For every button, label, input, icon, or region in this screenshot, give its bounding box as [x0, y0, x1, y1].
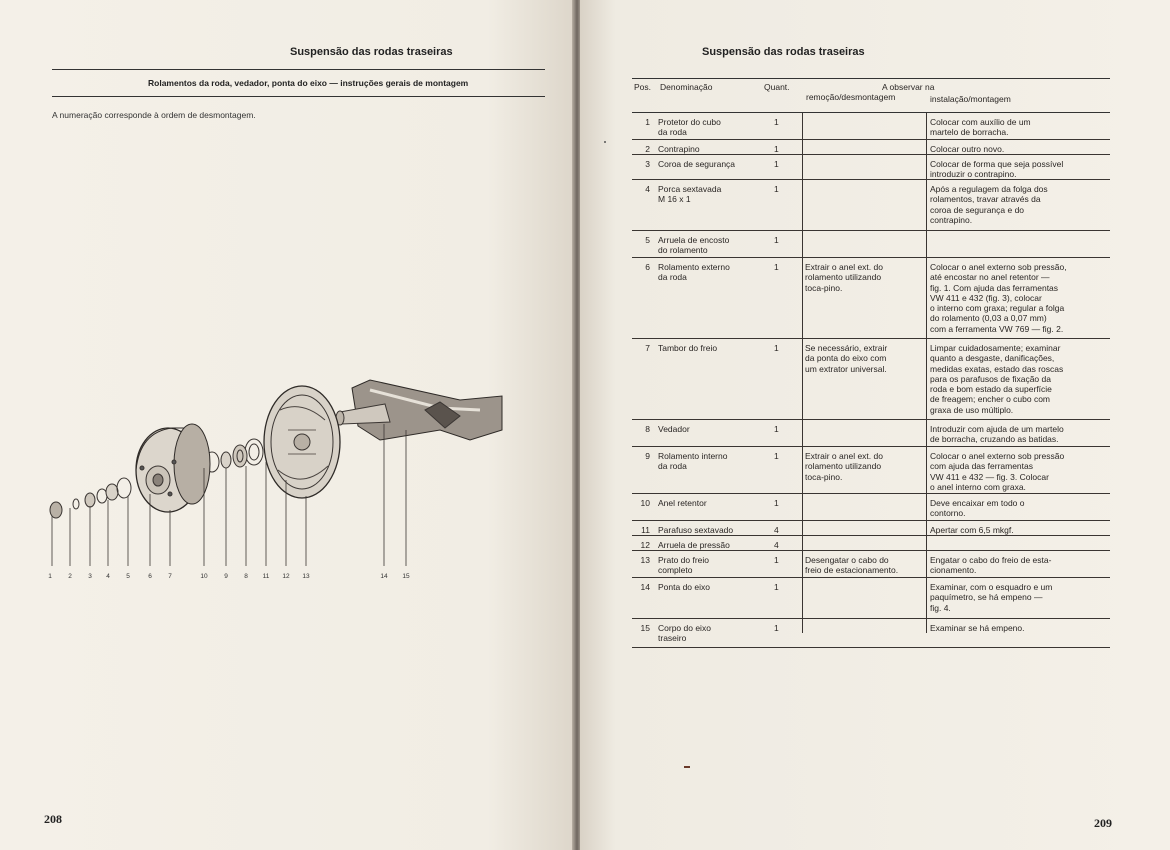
header-install: instalação/montagem — [930, 94, 1011, 104]
header-pos: Pos. — [634, 82, 652, 92]
table-body — [632, 113, 1110, 648]
callout-label: 14 — [380, 573, 388, 580]
row-pos: 5 — [645, 235, 650, 245]
row-pos: 4 — [645, 184, 650, 194]
left-page — [0, 0, 574, 850]
right-page — [580, 0, 1170, 850]
exploded-view-diagram — [40, 370, 520, 590]
callout-label: 7 — [168, 573, 172, 580]
row-quantity: 1 — [774, 623, 779, 633]
row-quantity: 1 — [774, 498, 779, 508]
row-name: Vedador — [658, 424, 690, 434]
row-install-note: Apertar com 6,5 mkgf. — [930, 525, 1014, 535]
callout-numbers — [48, 573, 410, 580]
column-divider-install — [926, 113, 927, 633]
row-quantity: 1 — [774, 555, 779, 565]
row-install-note: Examinar se há empeno. — [930, 623, 1025, 633]
row-quantity: 1 — [774, 582, 779, 592]
table-row — [632, 339, 1110, 420]
callout-label: 12 — [282, 573, 290, 580]
row-removal-note: Extrair o anel ext. do rolamento utilizando toca-pino. — [805, 451, 883, 482]
callout-label: 11 — [262, 573, 270, 580]
table-row — [632, 494, 1110, 521]
left-page-title: Suspensão das rodas traseiras — [290, 46, 453, 58]
row-name: Protetor do cubo da roda — [658, 117, 721, 138]
page-number-right: 209 — [1094, 816, 1112, 830]
right-page-title: Suspensão das rodas traseiras — [702, 46, 865, 58]
callout-label: 15 — [402, 573, 410, 580]
row-install-note: Colocar com auxílio de um martelo de borracha. — [930, 117, 1031, 138]
page-number-left: 208 — [44, 812, 62, 826]
row-pos: 15 — [640, 623, 650, 633]
row-quantity: 1 — [774, 451, 779, 461]
row-quantity: 1 — [774, 144, 779, 154]
row-quantity: 1 — [774, 184, 779, 194]
row-name: Contrapino — [658, 144, 700, 154]
row-name: Ponta do eixo — [658, 582, 710, 592]
row-install-note: Colocar de forma que seja possível introduzir o contrapino. — [930, 159, 1064, 180]
callout-label: 10 — [200, 573, 208, 580]
row-name: Tambor do freio — [658, 343, 718, 353]
row-name: Arruela de encosto do rolamento — [658, 235, 730, 256]
column-divider-removal — [802, 113, 803, 633]
table-row — [632, 521, 1110, 536]
table-row — [632, 140, 1110, 155]
table-row — [632, 619, 1110, 648]
row-pos: 9 — [645, 451, 650, 461]
callout-label: 8 — [244, 573, 248, 580]
row-removal-note: Desengatar o cabo do freio de estacionamento. — [805, 555, 899, 576]
row-name: Parafuso sextavado — [658, 525, 734, 535]
row-name: Coroa de segurança — [658, 159, 736, 169]
row-pos: 2 — [645, 144, 650, 154]
callout-label: 4 — [106, 573, 110, 580]
row-install-note: Deve encaixar em todo o contorno. — [930, 498, 1025, 519]
header-rule-bottom — [52, 96, 545, 97]
row-name: Anel retentor — [658, 498, 707, 508]
row-quantity: 1 — [774, 159, 779, 169]
row-pos: 14 — [640, 582, 650, 592]
header-qty: Quant. — [764, 82, 790, 92]
table-row — [632, 113, 1110, 140]
row-install-note: Colocar o anel externo sob pressão com ajuda das ferramentas VW 411 e 432 — fig. 3. Colocar o anel interno com graxa. — [930, 451, 1065, 492]
callout-label: 3 — [88, 573, 92, 580]
table-row — [632, 155, 1110, 180]
row-name: Rolamento interno da roda — [658, 451, 728, 472]
row-removal-note: Extrair o anel ext. do rolamento utilizando toca-pino. — [805, 262, 883, 293]
callout-label: 13 — [302, 573, 310, 580]
row-quantity: 1 — [774, 424, 779, 434]
row-pos: 7 — [645, 343, 650, 353]
table-row — [632, 447, 1110, 494]
row-name: Arruela de pressão — [658, 540, 730, 550]
row-install-note: Após a regulagem da folga dos rolamentos, travar através da coroa de segurança e do contrapino. — [930, 184, 1048, 225]
row-removal-note: Se necessário, extrair da ponta do eixo com um extrator universal. — [805, 343, 888, 374]
table-row — [632, 578, 1110, 619]
row-pos: 12 — [640, 540, 650, 550]
row-pos: 3 — [645, 159, 650, 169]
row-name: Rolamento externo da roda — [658, 262, 730, 283]
row-install-note: Introduzir com ajuda de um martelo de borracha, cruzando as batidas. — [930, 424, 1064, 445]
table-header — [632, 78, 1110, 113]
row-quantity: 1 — [774, 235, 779, 245]
table-row — [632, 258, 1110, 339]
row-pos: 11 — [641, 525, 650, 535]
table-row — [632, 231, 1110, 258]
row-quantity: 1 — [774, 262, 779, 272]
row-name: Corpo do eixo traseiro — [658, 623, 711, 644]
parts-table — [632, 78, 1110, 648]
header-observe: A observar na — [882, 82, 935, 92]
header-removal: remoção/desmontagem — [806, 92, 896, 102]
callout-label: 5 — [126, 573, 130, 580]
callout-label: 9 — [224, 573, 228, 580]
table-row — [632, 180, 1110, 231]
section-subtitle: Rolamentos da roda, vedador, ponta do eixo — instruções gerais de montagem — [148, 78, 469, 88]
row-install-note: Examinar, com o esquadro e um paquímetro, se há empeno — fig. 4. — [930, 582, 1053, 613]
row-quantity: 1 — [774, 117, 779, 127]
row-quantity: 1 — [774, 343, 779, 353]
table-row — [632, 536, 1110, 551]
header-name: Denominação — [660, 82, 713, 92]
print-speck — [604, 141, 606, 143]
row-pos: 6 — [645, 262, 650, 272]
header-rule-top — [52, 69, 545, 70]
row-name: Porca sextavada M 16 x 1 — [658, 184, 722, 205]
callout-label: 6 — [148, 573, 152, 580]
numbering-note: A numeração corresponde à ordem de desmontagem. — [52, 110, 256, 120]
row-install-note: Colocar o anel externo sob pressão, até encostar no anel retentor — fig. 1. Com ajuda das ferramentas VW 411 e 432 (fig. 3), colocar o interno com graxa; regular a folga do rolamento (0,03 a 0,07 mm) com a ferramenta VW 769 — fig. 2. — [930, 262, 1067, 334]
callout-label: 2 — [68, 573, 72, 580]
row-install-note: Engatar o cabo do freio de esta- cionamento. — [930, 555, 1052, 576]
row-pos: 1 — [645, 117, 650, 127]
row-install-note: Limpar cuidadosamente; examinar quanto a desgaste, danificações, medidas exatas, estado das roscas para os parafusos de fixação da roda e bom estado da superfície de freagem; encher o cubo com graxa de uso múltiplo. — [930, 343, 1064, 415]
row-install-note: Colocar outro novo. — [930, 144, 1005, 154]
row-pos: 13 — [640, 555, 650, 565]
table-row — [632, 551, 1110, 578]
print-mark — [684, 766, 690, 768]
callout-label: 1 — [48, 573, 52, 580]
row-quantity: 4 — [774, 525, 779, 535]
row-name: Prato do freio completo — [658, 555, 710, 576]
row-pos: 10 — [640, 498, 650, 508]
table-row — [632, 420, 1110, 447]
row-quantity: 4 — [774, 540, 779, 550]
row-pos: 8 — [645, 424, 650, 434]
